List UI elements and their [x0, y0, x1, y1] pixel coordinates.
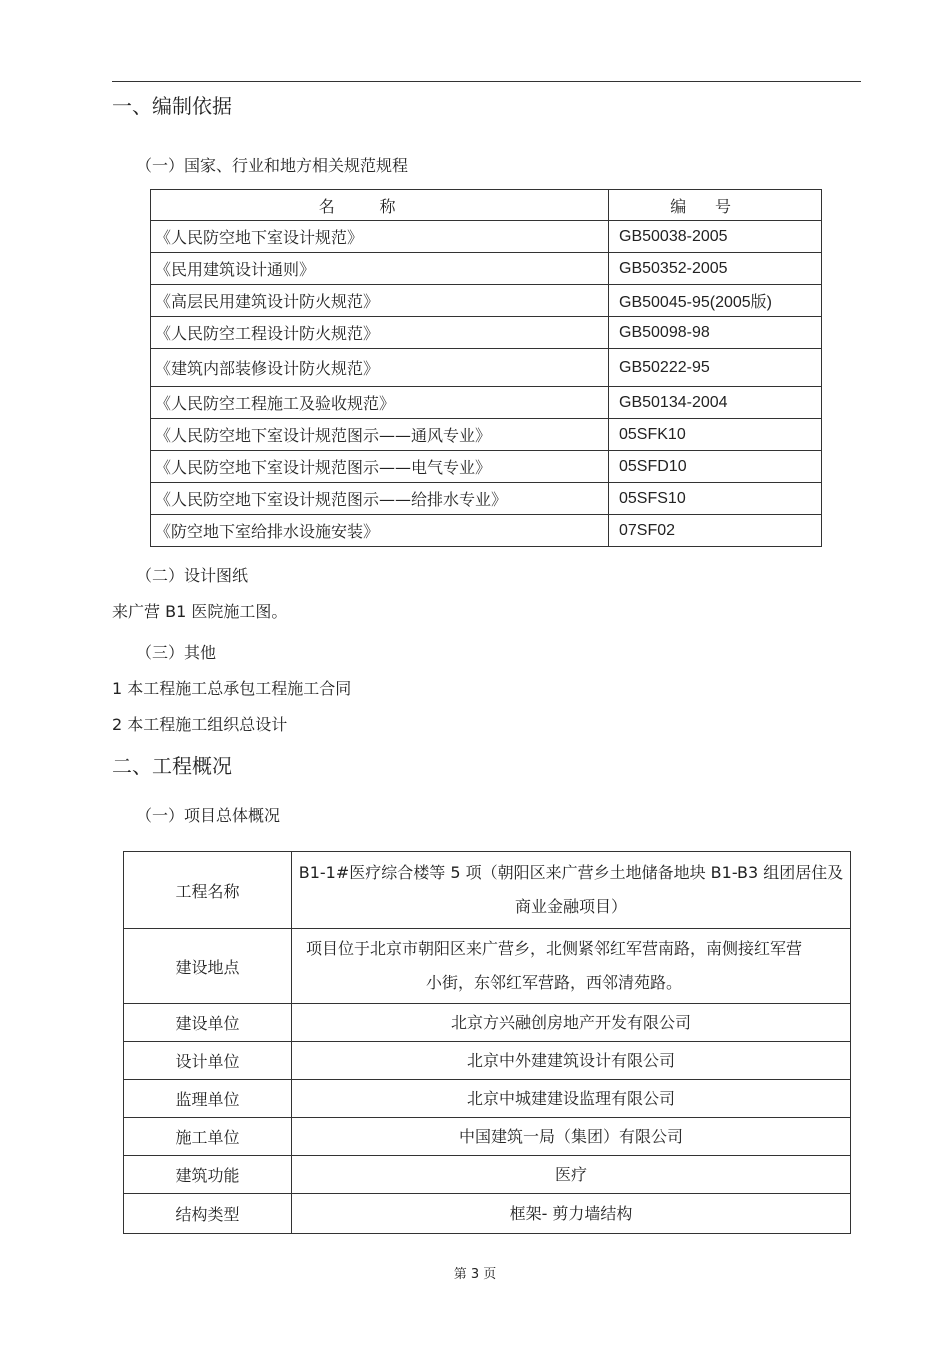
other-item-1: 1 本工程施工总承包工程施工合同	[112, 679, 352, 698]
other-item-2: 2 本工程施工组织总设计	[112, 715, 288, 734]
row-label: 建设单位	[124, 1004, 292, 1042]
row-value: 框架- 剪力墙结构	[292, 1194, 851, 1234]
section2-title: 二、工程概况	[112, 754, 232, 778]
row-label: 施工单位	[124, 1118, 292, 1156]
std-code: 07SF02	[609, 515, 822, 547]
row-value: 中国建筑一局（集团）有限公司	[292, 1118, 851, 1156]
std-name: 《防空地下室给排水设施安装》	[151, 515, 609, 547]
drawing-text: 来广营 B1 医院施工图。	[112, 602, 288, 621]
std-name: 《人民防空地下室设计规范图示——电气专业》	[151, 451, 609, 483]
std-name: 《人民防空地下室设计规范》	[151, 221, 609, 253]
std-name: 《人民防空工程设计防火规范》	[151, 317, 609, 349]
std-name: 《高层民用建筑设计防火规范》	[151, 285, 609, 317]
std-name: 《人民防空地下室设计规范图示——通风专业》	[151, 419, 609, 451]
table-row	[124, 852, 851, 929]
table-row	[124, 1194, 851, 1234]
table-row	[124, 1156, 851, 1194]
std-name: 《民用建筑设计通则》	[151, 253, 609, 285]
std-code: GB50352-2005	[609, 253, 822, 285]
table-row	[124, 929, 851, 1004]
row-label: 建筑功能	[124, 1156, 292, 1194]
section2-sub1: （一）项目总体概况	[136, 806, 281, 825]
section1-title: 一、编制依据	[112, 94, 232, 118]
table-row	[151, 285, 822, 317]
page-number: 第 3 页	[453, 1267, 497, 1282]
std-name: 《建筑内部装修设计防火规范》	[151, 349, 609, 387]
row-label: 建设地点	[124, 929, 292, 1004]
row-label: 设计单位	[124, 1042, 292, 1080]
row-value: B1-1#医疗综合楼等 5 项（朝阳区来广营乡土地储备地块 B1-B3 组团居住及商业金融项目）	[292, 852, 851, 929]
table-row	[151, 515, 822, 547]
table-row	[151, 387, 822, 419]
table-row	[124, 1080, 851, 1118]
std-code: GB50098-98	[609, 317, 822, 349]
std-code: 05SFS10	[609, 483, 822, 515]
table-row	[151, 317, 822, 349]
table-header-row	[151, 190, 822, 221]
row-value: 医疗	[292, 1156, 851, 1194]
header-name: 名称	[151, 190, 609, 221]
section1-sub2: （二）设计图纸	[136, 566, 249, 585]
table-row	[124, 1042, 851, 1080]
table-row	[124, 1118, 851, 1156]
std-code: GB50134-2004	[609, 387, 822, 419]
section1-sub1: （一）国家、行业和地方相关规范规程	[136, 156, 409, 175]
section1-sub3: （三）其他	[136, 643, 217, 662]
header-code: 编号	[609, 190, 822, 221]
header-rule	[112, 81, 861, 82]
std-name: 《人民防空地下室设计规范图示——给排水专业》	[151, 483, 609, 515]
std-code: GB50222-95	[609, 349, 822, 387]
table-row	[151, 349, 822, 387]
table-row	[151, 419, 822, 451]
row-value: 项目位于北京市朝阳区来广营乡，北侧紧邻红军营南路，南侧接红军营小街，东邻红军营路，西邻清苑路。	[292, 929, 851, 1004]
standards-table	[150, 189, 822, 547]
table-row	[151, 483, 822, 515]
row-label: 工程名称	[124, 852, 292, 929]
std-code: 05SFK10	[609, 419, 822, 451]
std-name: 《人民防空工程施工及验收规范》	[151, 387, 609, 419]
row-label: 监理单位	[124, 1080, 292, 1118]
table-row	[151, 221, 822, 253]
std-code: 05SFD10	[609, 451, 822, 483]
table-row	[151, 253, 822, 285]
std-code: GB50038-2005	[609, 221, 822, 253]
table-row	[124, 1004, 851, 1042]
row-value: 北京方兴融创房地产开发有限公司	[292, 1004, 851, 1042]
row-label: 结构类型	[124, 1194, 292, 1234]
project-overview-table	[123, 851, 851, 1234]
row-value: 北京中城建建设监理有限公司	[292, 1080, 851, 1118]
row-value: 北京中外建建筑设计有限公司	[292, 1042, 851, 1080]
std-code: GB50045-95(2005版)	[609, 285, 822, 317]
table-row	[151, 451, 822, 483]
